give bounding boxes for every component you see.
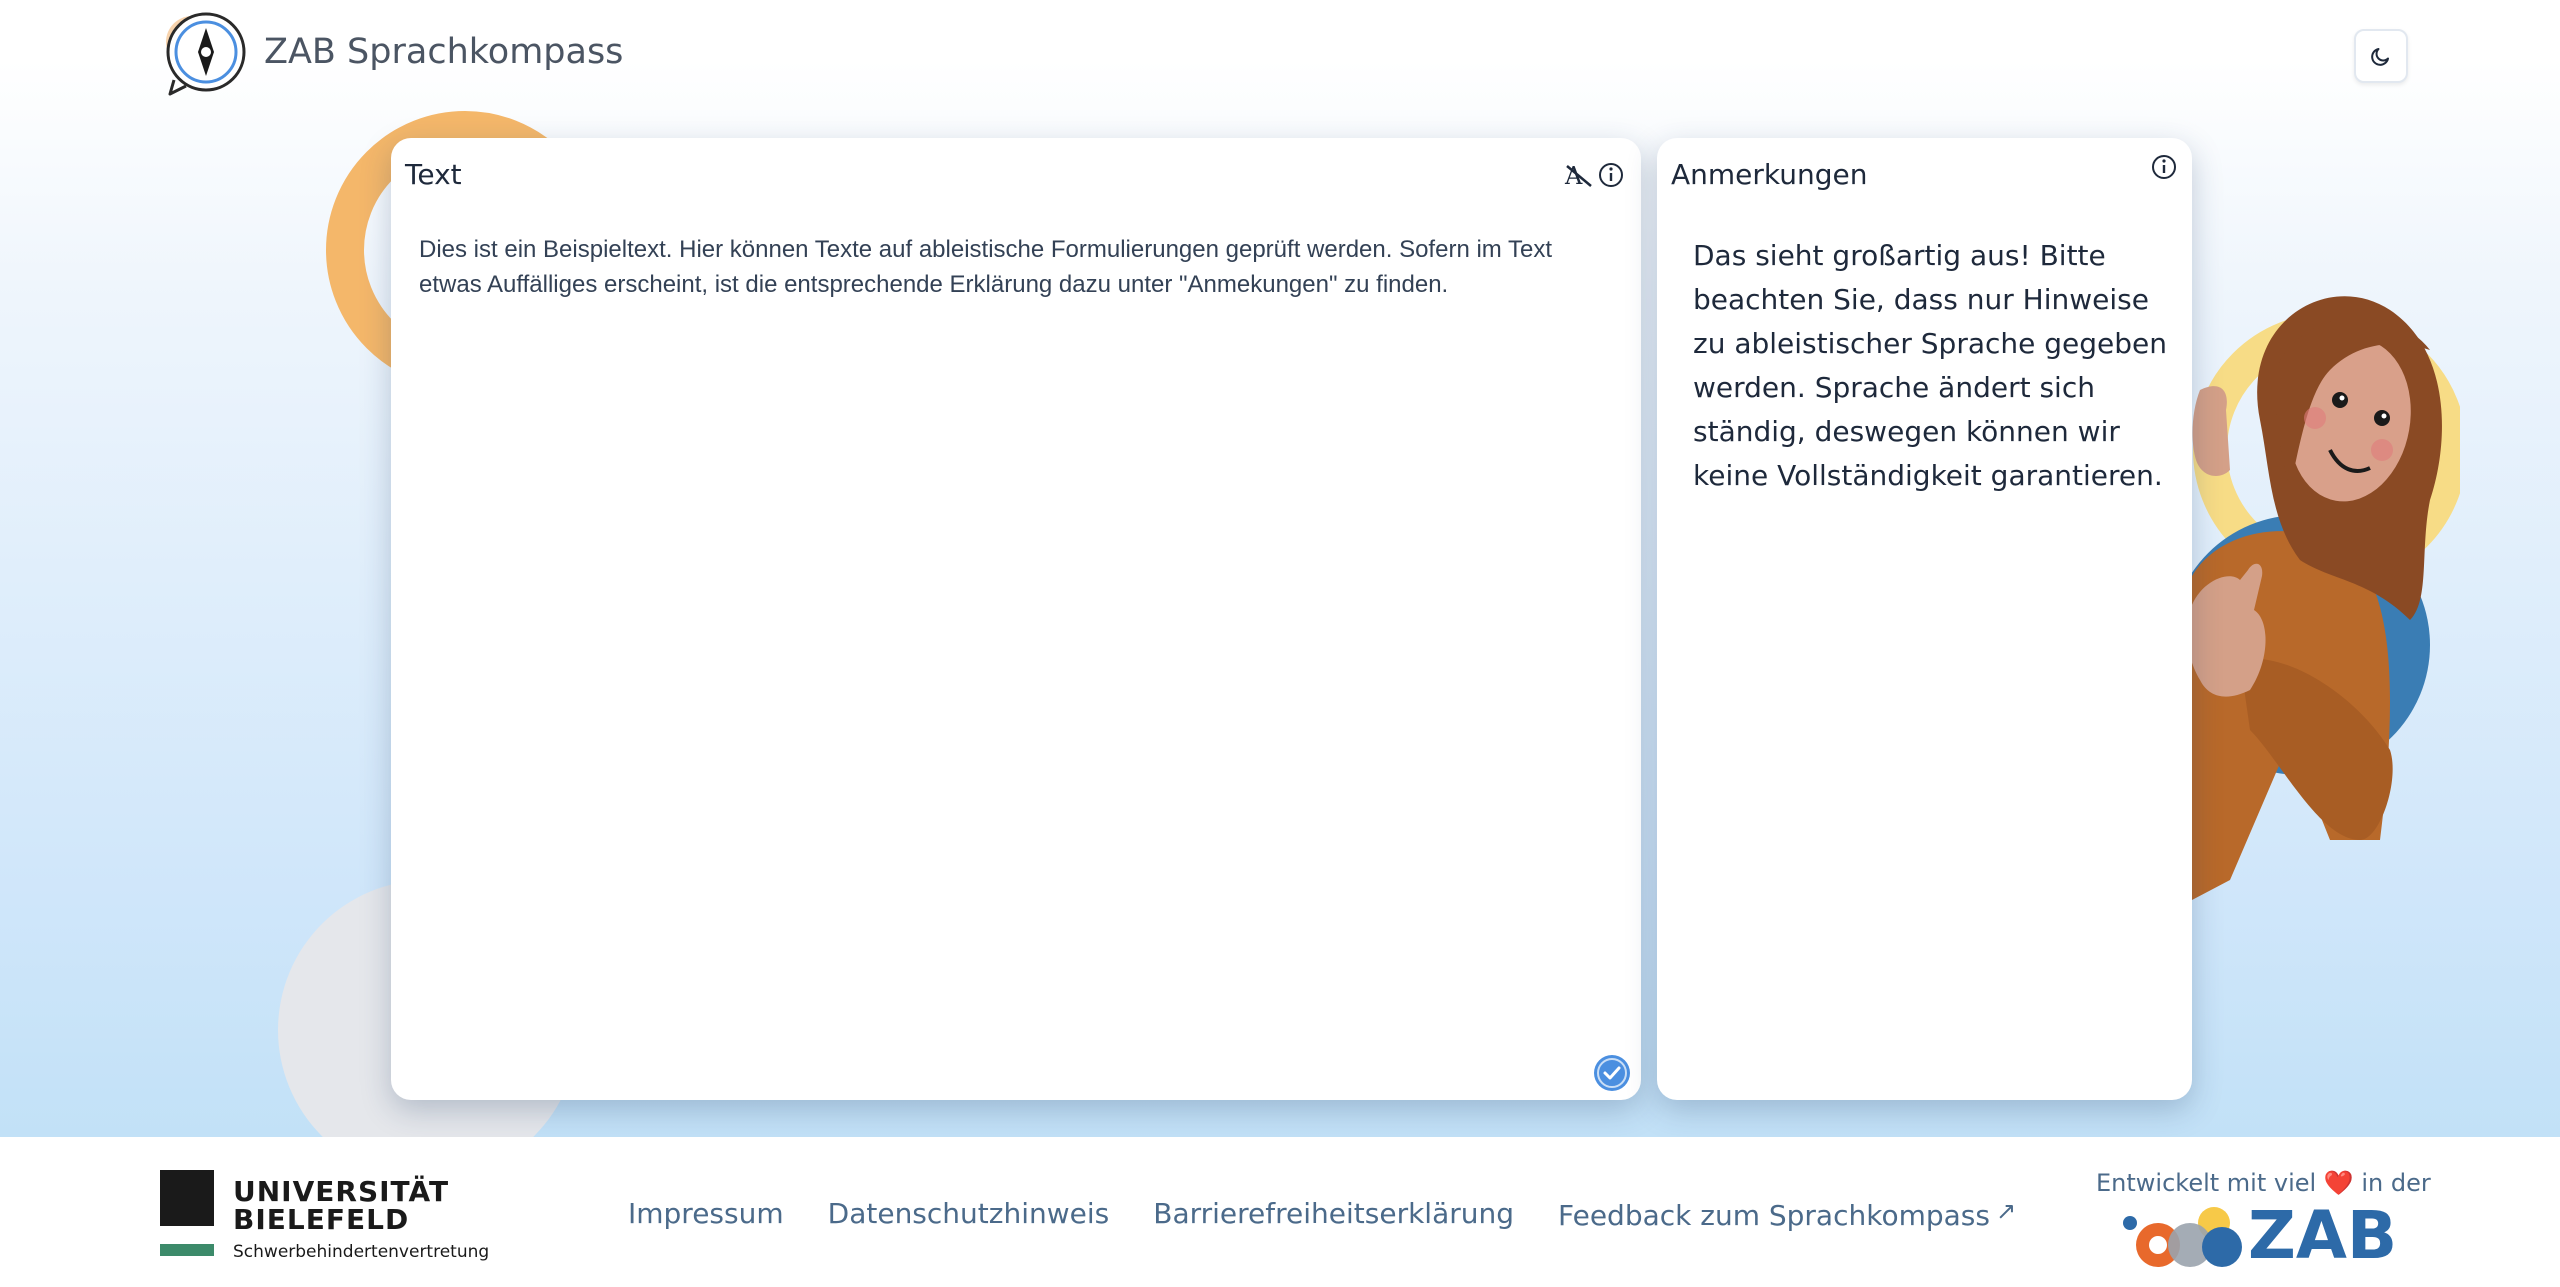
app-title[interactable]: ZAB Sprachkompass: [264, 32, 624, 72]
link-barrierefreiheit[interactable]: Barrierefreiheitserklärung: [1153, 1197, 1515, 1230]
notes-panel: [1657, 138, 2192, 1100]
external-link-icon: ↗: [1995, 1197, 2017, 1225]
university-green-bar: [160, 1244, 214, 1256]
notes-info-button[interactable]: [2149, 152, 2179, 182]
link-feedback-label: Feedback zum Sprachkompass: [1558, 1199, 1990, 1232]
check-status-button[interactable]: [1593, 1054, 1631, 1092]
footer-nav: [628, 1197, 2016, 1232]
university-subtitle: Schwerbehindertenvertretung: [233, 1242, 490, 1262]
compass-logo[interactable]: [160, 10, 248, 98]
notes-panel-title: Anmerkungen: [1671, 158, 1868, 191]
text-panel: [391, 138, 1641, 1100]
zab-wordmark: ZAB: [2248, 1197, 2398, 1274]
info-icon: [2150, 153, 2178, 181]
link-feedback[interactable]: [1558, 1197, 2016, 1232]
university-name-line1: UNIVERSITÄT: [233, 1175, 450, 1208]
link-impressum[interactable]: Impressum: [628, 1197, 784, 1230]
moon-icon: [2369, 44, 2393, 68]
header: [0, 0, 2560, 115]
university-square-icon: [160, 1170, 214, 1226]
font-toggle-button[interactable]: [1563, 160, 1593, 190]
zab-logo[interactable]: [2118, 1197, 2398, 1274]
theme-toggle-button[interactable]: [2354, 29, 2408, 83]
check-circle-icon: [1593, 1054, 1631, 1092]
footer: [0, 1137, 2560, 1287]
heart-icon: ❤️: [2323, 1169, 2354, 1197]
link-datenschutz[interactable]: Datenschutzhinweis: [827, 1197, 1110, 1230]
text-panel-title: Text: [405, 158, 462, 191]
zab-circles-icon: [2118, 1203, 2248, 1271]
university-logo[interactable]: [160, 1170, 490, 1265]
university-name-line2: BIELEFELD: [233, 1203, 410, 1236]
developed-suffix: in der: [2361, 1169, 2431, 1197]
font-toggle-icon: [1563, 160, 1593, 190]
text-input-area[interactable]: Dies ist ein Beispieltext. Hier können Texte auf ableistische Formulierungen geprüft werden. Sofern im Text etwas Auffälliges erscheint, ist die entsprechende Erklärung dazu unter "Anmekungen" zu finden.: [419, 236, 1553, 298]
developed-prefix: Entwickelt mit viel: [2096, 1169, 2317, 1197]
text-info-button[interactable]: [1596, 160, 1626, 190]
info-icon: [1597, 161, 1625, 189]
developed-by-text: [2096, 1169, 2431, 1197]
svg-text:A: A: [1565, 162, 1583, 190]
notes-message: Das sieht großartig aus! Bitte beachten Sie, dass nur Hinweise zu ableistischer Sprache gegeben werden. Sprache ändert sich ständig, deswegen können wir keine Vollständigkeit garantieren.: [1693, 239, 2168, 492]
